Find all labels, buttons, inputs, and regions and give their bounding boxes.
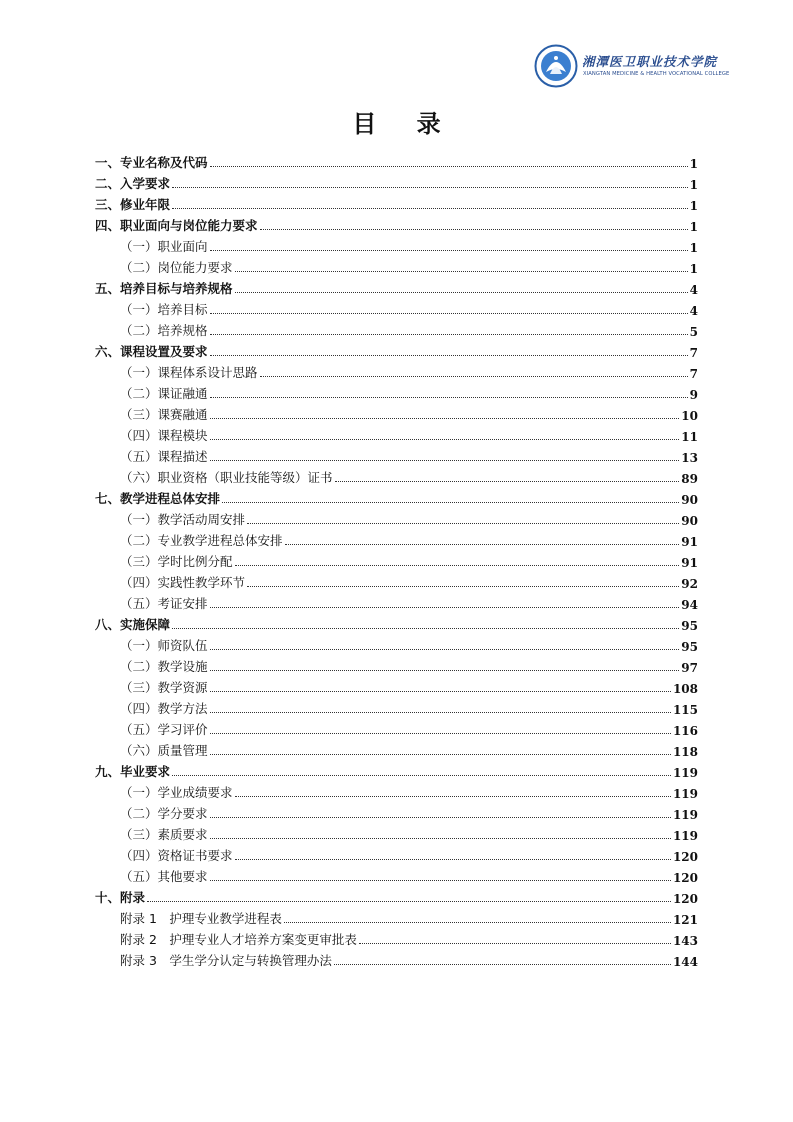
toc-entry-label: 十、附录	[95, 890, 146, 905]
toc-entry-label: （一）培养目标	[120, 302, 208, 317]
toc-entry[interactable]	[95, 759, 698, 780]
college-emblem-icon	[534, 44, 578, 88]
toc-dot-leader	[210, 460, 680, 461]
toc-dot-leader	[222, 502, 679, 503]
toc-entry-page: 9	[689, 388, 698, 402]
college-name-cn: 湘潭医卫职业技术学院	[582, 54, 718, 69]
table-of-contents	[95, 150, 698, 969]
toc-entry-label: （一）教学活动周安排	[120, 512, 246, 527]
toc-entry[interactable]	[95, 885, 698, 906]
toc-entry-page: 95	[681, 619, 698, 633]
toc-dot-leader	[284, 922, 671, 923]
toc-entry-page: 90	[681, 493, 698, 507]
toc-entry-label: （二）培养规格	[120, 323, 208, 338]
toc-entry-page: 5	[689, 325, 698, 339]
toc-entry[interactable]	[95, 654, 698, 675]
toc-entry[interactable]	[95, 297, 698, 318]
toc-entry[interactable]	[95, 843, 698, 864]
toc-entry[interactable]	[95, 528, 698, 549]
toc-entry-label: 六、课程设置及要求	[95, 344, 208, 359]
toc-entry-page: 7	[689, 367, 698, 381]
toc-dot-leader	[210, 418, 680, 419]
toc-entry-page: 120	[672, 850, 698, 864]
toc-entry-page: 94	[681, 598, 698, 612]
toc-dot-leader	[210, 670, 680, 671]
toc-dot-leader	[247, 523, 679, 524]
toc-entry[interactable]	[95, 738, 698, 759]
toc-entry-label: 九、毕业要求	[95, 764, 171, 779]
toc-entry-label: （二）学分要求	[120, 806, 208, 821]
toc-entry[interactable]	[95, 507, 698, 528]
toc-dot-leader	[235, 292, 688, 293]
toc-dot-leader	[210, 355, 688, 356]
toc-entry[interactable]	[95, 570, 698, 591]
toc-dot-leader	[260, 229, 688, 230]
college-logo	[534, 44, 730, 88]
toc-entry-page: 11	[681, 430, 698, 444]
toc-entry-page: 4	[689, 283, 698, 297]
toc-entry-label: 三、修业年限	[95, 197, 171, 212]
toc-entry[interactable]	[95, 717, 698, 738]
toc-entry-page: 1	[689, 157, 698, 171]
toc-entry-label: （六）质量管理	[120, 743, 208, 758]
toc-dot-leader	[172, 187, 688, 188]
toc-entry-label: （六）职业资格（职业技能等级）证书	[120, 470, 333, 485]
toc-entry-page: 95	[681, 640, 698, 654]
toc-dot-leader	[247, 586, 679, 587]
toc-dot-leader	[335, 481, 680, 482]
toc-entry-label: （五）课程描述	[120, 449, 208, 464]
toc-entry[interactable]	[95, 675, 698, 696]
page-title: 目 录	[352, 110, 457, 138]
toc-entry-label: 五、培养目标与培养规格	[95, 281, 233, 296]
toc-entry[interactable]	[95, 423, 698, 444]
toc-dot-leader	[210, 817, 671, 818]
toc-entry[interactable]	[95, 906, 698, 927]
toc-entry-label: 七、教学进程总体安排	[95, 491, 221, 506]
toc-entry-page: 143	[672, 934, 698, 948]
toc-dot-leader	[210, 754, 671, 755]
toc-dot-leader	[285, 544, 680, 545]
toc-entry[interactable]	[95, 801, 698, 822]
toc-entry-label: （一）师资队伍	[120, 638, 208, 653]
toc-dot-leader	[334, 964, 671, 965]
toc-entry-page: 7	[689, 346, 698, 360]
toc-entry-page: 115	[672, 703, 698, 717]
toc-entry-page: 121	[672, 913, 698, 927]
toc-dot-leader	[210, 607, 680, 608]
toc-entry-label: 一、专业名称及代码	[95, 155, 208, 170]
toc-entry-label: （二）专业教学进程总体安排	[120, 533, 283, 548]
toc-entry[interactable]	[95, 465, 698, 486]
toc-entry-page: 1	[689, 262, 698, 276]
toc-entry-label: （五）学习评价	[120, 722, 208, 737]
toc-entry[interactable]	[95, 360, 698, 381]
toc-entry[interactable]	[95, 696, 698, 717]
toc-dot-leader	[235, 271, 688, 272]
toc-dot-leader	[235, 565, 680, 566]
toc-entry[interactable]	[95, 591, 698, 612]
toc-entry-label: （二）教学设施	[120, 659, 208, 674]
toc-entry-page: 10	[681, 409, 698, 423]
toc-entry-label: 四、职业面向与岗位能力要求	[95, 218, 258, 233]
toc-entry-label: （一）职业面向	[120, 239, 208, 254]
toc-entry-label: 八、实施保障	[95, 617, 171, 632]
toc-entry[interactable]	[95, 822, 698, 843]
toc-entry[interactable]	[95, 549, 698, 570]
toc-entry-page: 1	[689, 241, 698, 255]
toc-dot-leader	[210, 313, 688, 314]
toc-entry[interactable]	[95, 948, 698, 969]
toc-entry-page: 1	[689, 199, 698, 213]
toc-entry[interactable]	[95, 339, 698, 360]
toc-entry-label: 二、入学要求	[95, 176, 171, 191]
toc-entry[interactable]	[95, 318, 698, 339]
toc-entry-page: 120	[672, 871, 698, 885]
toc-dot-leader	[147, 901, 671, 902]
toc-dot-leader	[172, 628, 679, 629]
toc-entry-page: 91	[681, 556, 698, 570]
toc-entry-label: （四）实践性教学环节	[120, 575, 246, 590]
toc-dot-leader	[260, 376, 688, 377]
toc-dot-leader	[210, 334, 688, 335]
toc-entry[interactable]	[95, 864, 698, 885]
toc-dot-leader	[210, 397, 688, 398]
toc-dot-leader	[235, 796, 671, 797]
toc-entry-page: 119	[672, 766, 698, 780]
toc-dot-leader	[210, 691, 671, 692]
toc-entry-page: 90	[681, 514, 698, 528]
toc-dot-leader	[210, 838, 671, 839]
toc-entry-label: （一）课程体系设计思路	[120, 365, 258, 380]
toc-entry-page: 89	[681, 472, 698, 486]
toc-entry-label: （三）学时比例分配	[120, 554, 233, 569]
toc-entry[interactable]	[95, 402, 698, 423]
toc-dot-leader	[210, 250, 688, 251]
toc-entry-label: 附录 3 学生学分认定与转换管理办法	[120, 953, 332, 968]
toc-entry-label: （一）学业成绩要求	[120, 785, 233, 800]
toc-entry-page: 1	[689, 178, 698, 192]
toc-dot-leader	[172, 208, 688, 209]
toc-entry-page: 108	[672, 682, 698, 696]
toc-entry[interactable]	[95, 192, 698, 213]
toc-entry-label: 附录 1 护理专业教学进程表	[120, 911, 282, 926]
toc-entry-page: 91	[681, 535, 698, 549]
toc-dot-leader	[359, 943, 671, 944]
toc-entry-page: 144	[672, 955, 698, 969]
toc-entry-page: 119	[672, 808, 698, 822]
toc-entry[interactable]	[95, 444, 698, 465]
toc-entry-label: （五）其他要求	[120, 869, 208, 884]
toc-entry-label: （五）考证安排	[120, 596, 208, 611]
toc-entry-label: （四）教学方法	[120, 701, 208, 716]
toc-dot-leader	[210, 733, 671, 734]
toc-entry[interactable]	[95, 150, 698, 171]
toc-entry-page: 119	[672, 787, 698, 801]
toc-entry-label: （三）教学资源	[120, 680, 208, 695]
toc-entry-page: 92	[681, 577, 698, 591]
toc-entry-page: 119	[672, 829, 698, 843]
toc-dot-leader	[210, 649, 680, 650]
college-name-en: XIANGTAN MEDICINE & HEALTH VOCATIONAL COLLEGE	[583, 71, 730, 77]
toc-entry-label: 附录 2 护理专业人才培养方案变更审批表	[120, 932, 357, 947]
toc-entry[interactable]	[95, 612, 698, 633]
toc-entry-label: （三）素质要求	[120, 827, 208, 842]
toc-entry[interactable]	[95, 780, 698, 801]
toc-entry-label: （三）课赛融通	[120, 407, 208, 422]
toc-dot-leader	[235, 859, 671, 860]
toc-entry[interactable]	[95, 633, 698, 654]
toc-entry[interactable]	[95, 927, 698, 948]
toc-dot-leader	[172, 775, 671, 776]
toc-entry-page: 97	[681, 661, 698, 675]
toc-entry[interactable]	[95, 171, 698, 192]
toc-dot-leader	[210, 166, 688, 167]
toc-entry[interactable]	[95, 381, 698, 402]
toc-entry[interactable]	[95, 213, 698, 234]
toc-dot-leader	[210, 880, 671, 881]
toc-entry-page: 116	[672, 724, 698, 738]
toc-entry-page: 13	[681, 451, 698, 465]
toc-dot-leader	[210, 712, 671, 713]
toc-entry-page: 1	[689, 220, 698, 234]
toc-entry-label: （二）课证融通	[120, 386, 208, 401]
toc-entry-page: 118	[672, 745, 698, 759]
toc-entry-page: 120	[672, 892, 698, 906]
toc-entry[interactable]	[95, 486, 698, 507]
toc-entry[interactable]	[95, 276, 698, 297]
toc-entry-label: （四）资格证书要求	[120, 848, 233, 863]
toc-entry-page: 4	[689, 304, 698, 318]
toc-entry[interactable]	[95, 255, 698, 276]
toc-entry-label: （二）岗位能力要求	[120, 260, 233, 275]
toc-entry[interactable]	[95, 234, 698, 255]
toc-entry-label: （四）课程模块	[120, 428, 208, 443]
toc-dot-leader	[210, 439, 680, 440]
